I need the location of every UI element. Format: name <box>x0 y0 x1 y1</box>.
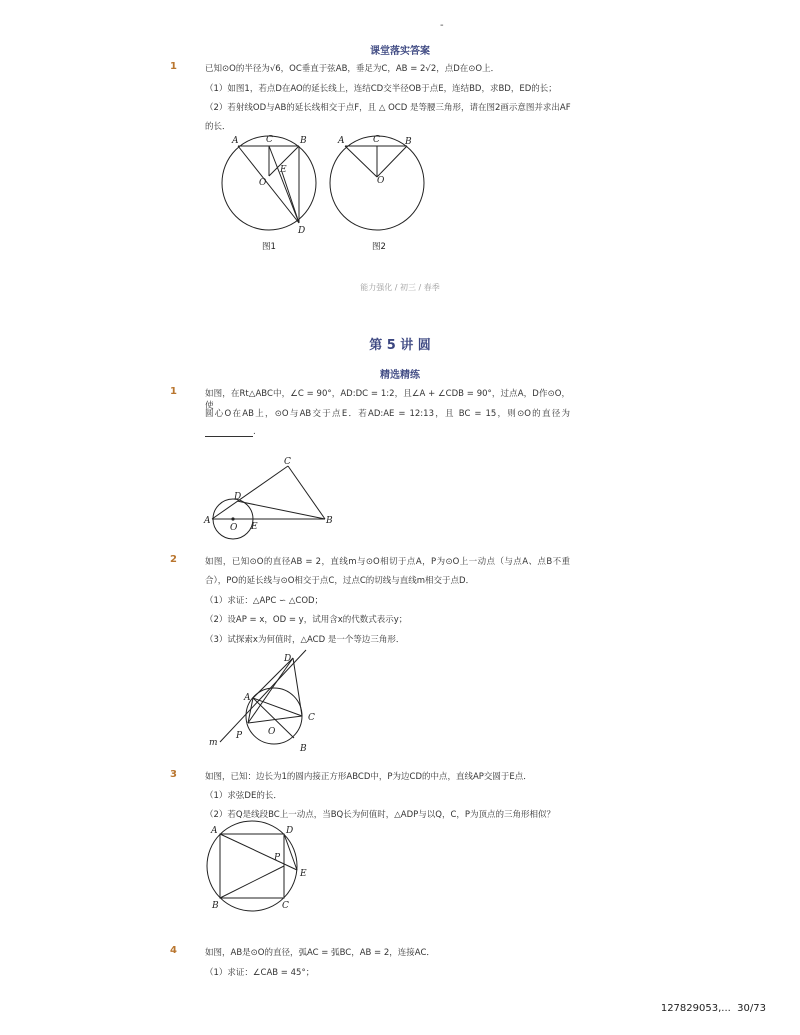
problem-text-line: （1）求弦DE的长． <box>205 791 282 801</box>
problem-text-line: （1）求证：△APC ∽ △COD； <box>205 596 324 606</box>
p1-label-D: D <box>234 492 242 502</box>
p3-label-E: E <box>300 869 307 879</box>
problem-text-line: （2）设AP = x，OD = y，试用含x的代数式表示y； <box>205 615 408 625</box>
p2-label-C: C <box>308 713 315 723</box>
problem-text-line: 圆心O在AB上，⊙O与AB交于点E．若AD:AE = 12:13，且 BC = 15，则⊙O的直径为 <box>205 409 570 419</box>
doc-id: 127829053,... <box>660 1003 731 1014</box>
problem-3-figure <box>200 820 315 915</box>
problem-number: 1 <box>170 386 177 397</box>
fig1-label-A: A <box>232 136 239 146</box>
p2-label-O: O <box>268 727 276 737</box>
p3-label-D: D <box>286 826 294 836</box>
answers-section-title: 课堂落实答案 <box>370 46 430 57</box>
problem-text-line: 如图，AB是⊙O的直径，弧AC = 弧BC，AB = 2，连接AC． <box>205 948 435 958</box>
problem-text-line: 如图，已知：边长为1的圆内接正方形ABCD中，P为边CD的中点，直线AP交圆于E点． <box>205 772 532 782</box>
p1-label-B: B <box>326 516 333 526</box>
fig2-label-O: O <box>377 176 385 186</box>
p1-label-O: O <box>230 523 238 533</box>
fig1-label-D: D <box>298 226 306 236</box>
lecture-subtitle: 精选精练 <box>380 370 420 381</box>
figure-2 <box>322 132 432 257</box>
answer-blank <box>205 428 253 437</box>
problem-number: 2 <box>170 554 177 565</box>
fig1-label-B: B <box>300 136 307 146</box>
p2-label-P: P <box>236 731 243 741</box>
problem-text-line: 的长． <box>205 122 231 132</box>
figure-1 <box>210 132 330 257</box>
p2-label-D: D <box>284 654 292 664</box>
fig1-caption: 图1 <box>262 242 276 252</box>
problem-text-line: 合），PO的延长线与⊙O相交于点C，过点C的切线与直线m相交于点D． <box>205 576 475 586</box>
fig1-label-E: E <box>280 165 287 175</box>
problem-text-line: 如图，已知⊙O的直径AB = 2，直线m与⊙O相切于点A，P为⊙O上一动点（与点A、点B不重 <box>205 557 570 567</box>
problem-text-line: 如图，在Rt△ABC中，∠C = 90°，AD:DC = 1:2，且∠A + ∠CDB = 90°，过点A，D作⊙O，使 <box>205 389 570 411</box>
footer-text: 能力强化 / 初三 / 春季 <box>360 283 440 292</box>
problem-text-end: . <box>253 427 256 437</box>
p2-label-A: A <box>244 693 251 703</box>
problem-text-line: （2）若Q是线段BC上一动点，当BQ长为何值时，△ADP与以Q，C，P为顶点的三角形相似？ <box>205 810 556 820</box>
p1-label-E: E <box>251 522 258 532</box>
p3-label-C: C <box>282 901 289 911</box>
fig1-label-O: O <box>259 178 267 188</box>
header-mark: - <box>440 20 444 31</box>
p1-label-A: A <box>204 516 211 526</box>
fig2-label-B: B <box>405 137 412 147</box>
p3-label-A: A <box>211 826 218 836</box>
problem-text-line: （2）若射线OD与AB的延长线相交于点F，且 △ OCD 是等腰三角形，请在图2画示意图并求出AF <box>205 103 571 113</box>
p3-label-B: B <box>212 901 219 911</box>
fig2-label-C: C <box>373 135 380 145</box>
p2-label-m: m <box>209 738 218 748</box>
p1-label-C: C <box>284 457 291 467</box>
lecture-title: 第 5 讲 圆 <box>369 338 431 353</box>
problem-1-figure <box>200 455 340 540</box>
problem-text-line: （1）如图1，若点D在AO的延长线上，连结CD交半径OB于点E，连结BD，求BD，ED的长； <box>205 84 557 94</box>
problem-text-line <box>205 427 570 437</box>
fig2-caption: 图2 <box>372 242 386 252</box>
problem-number: 3 <box>170 769 177 780</box>
problem-text-line: （3）试探索x为何值时，△ACD 是一个等边三角形． <box>205 635 405 645</box>
fig1-label-C: C <box>266 135 273 145</box>
problem-number: 4 <box>170 945 177 956</box>
problem-text-line: （1）求证：∠CAB = 45°； <box>205 968 315 978</box>
p2-label-B: B <box>300 744 307 754</box>
p3-label-P: P <box>274 853 281 863</box>
fig2-label-A: A <box>338 136 345 146</box>
page-info <box>661 1003 766 1014</box>
problem-text-line: 已知⊙O的半径为√6，OC垂直于弦AB，垂足为C，AB = 2√2，点D在⊙O上． <box>205 64 500 74</box>
problem-2-figure <box>205 645 335 755</box>
problem-number: 1 <box>170 61 177 72</box>
page-number: 30/73 <box>737 1003 766 1014</box>
